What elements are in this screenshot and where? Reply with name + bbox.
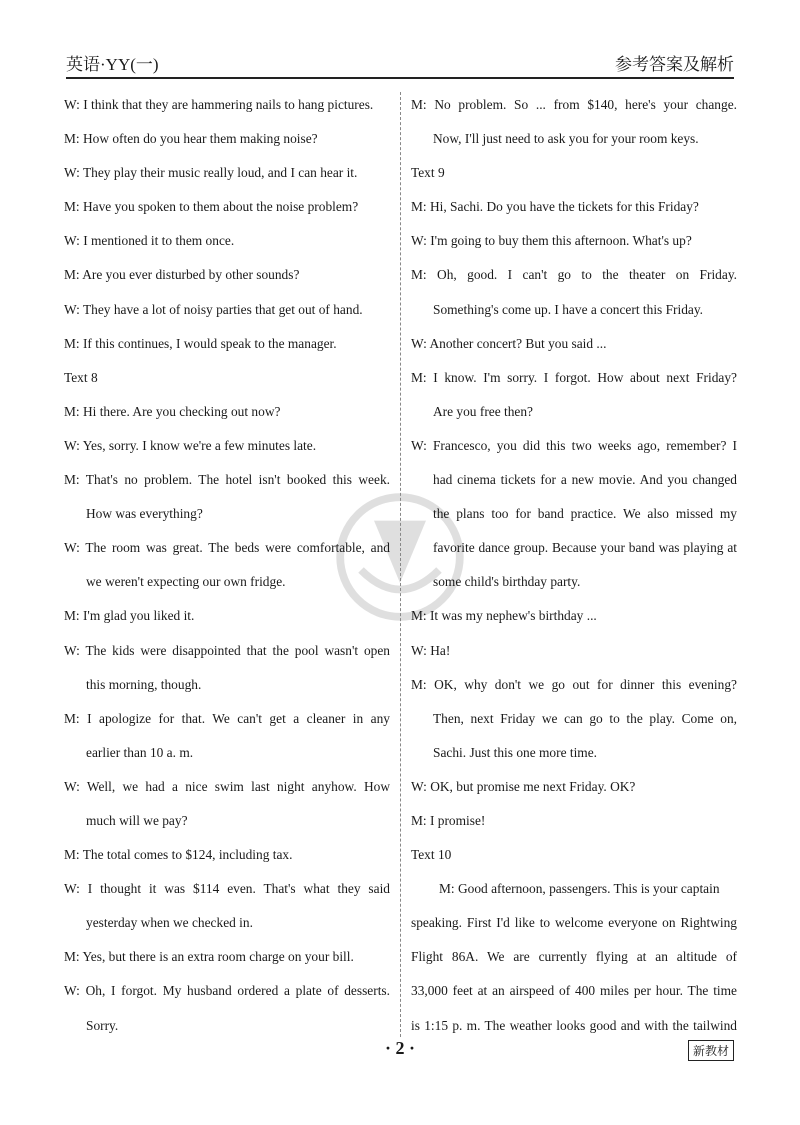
dialogue-line: M: The total comes to $124, including tax. <box>64 847 293 863</box>
dialogue-line: W: I think that they are hammering nails to hang pictures. <box>64 97 374 112</box>
dialogue-line: M: That's no problem. The hotel isn't booked this week. <box>64 472 390 488</box>
dialogue-line: favorite dance group. Because your band was playing at <box>433 540 737 556</box>
dialogue-line: How was everything? <box>86 506 203 522</box>
dialogue-line: M: OK, why don't we go out for dinner this evening? <box>411 676 737 692</box>
dialogue-line: W: The kids were disappointed that the pool wasn't open <box>64 642 390 658</box>
dialogue-line: W: Francesco, you did this two weeks ago, remember? I <box>411 437 737 453</box>
dialogue-line: Sorry. <box>86 1017 119 1033</box>
dialogue-line: M: If this continues, I would speak to the manager. <box>64 335 337 351</box>
dialogue-line: M: How often do you hear them making noise? <box>64 131 318 147</box>
monologue-line: M: Good afternoon, passengers. This is your captain <box>439 881 720 897</box>
section-heading: Text 8 <box>64 369 98 385</box>
dialogue-line: the plans too for band practice. We also missed my <box>433 506 737 522</box>
header-section-title: 参考答案及解析 <box>615 55 734 74</box>
dialogue-line: yesterday when we checked in. <box>86 915 253 931</box>
dialogue-line: M: I'm glad you liked it. <box>64 608 195 624</box>
dialogue-line: W: The room was great. The beds were comfortable, and <box>64 540 390 556</box>
column-divider <box>400 92 401 1037</box>
dialogue-line: much will we pay? <box>86 812 188 828</box>
dialogue-line: W: Another concert? But you said ... <box>411 335 607 351</box>
header-rule <box>66 77 734 79</box>
dialogue-line: earlier than 10 a. m. <box>86 744 194 760</box>
page-number: · 2 · <box>384 1038 415 1058</box>
monologue-line: is 1:15 p. m. The weather looks good and with the tailwind <box>411 1017 737 1033</box>
dialogue-line: M: Hi, Sachi. Do you have the tickets for this Friday? <box>411 199 699 215</box>
section-heading: Text 10 <box>411 847 452 863</box>
dialogue-line: some child's birthday party. <box>433 574 581 590</box>
dialogue-line: M: I apologize for that. We can't get a cleaner in any <box>64 710 390 726</box>
dialogue-line: W: I'm going to buy them this afternoon. What's up? <box>411 233 692 249</box>
dialogue-line: W: They play their music really loud, and I can hear it. <box>64 165 358 181</box>
section-heading: Text 9 <box>411 165 445 181</box>
dialogue-line: M: Are you ever disturbed by other sounds? <box>64 267 300 283</box>
dialogue-line: had cinema tickets for a new movie. And you changed <box>433 472 737 488</box>
right-column <box>411 88 737 1043</box>
dialogue-line: M: I promise! <box>411 812 486 828</box>
left-column <box>64 88 390 1043</box>
page-header <box>66 50 734 76</box>
monologue-line: speaking. First I'd like to welcome everyone on Rightwing <box>411 915 737 931</box>
header-subject: 英语·YY(一) <box>66 55 159 74</box>
monologue-line: Flight 86A. We are currently flying at an altitude of <box>411 949 737 965</box>
dialogue-line: M: It was my nephew's birthday ... <box>411 608 597 624</box>
dialogue-line: W: I mentioned it to them once. <box>64 233 235 249</box>
dialogue-line: Sachi. Just this one more time. <box>433 744 598 760</box>
dialogue-line: M: Hi there. Are you checking out now? <box>64 403 281 419</box>
dialogue-line: W: OK, but promise me next Friday. OK? <box>411 778 636 794</box>
dialogue-line: W: I thought it was $114 even. That's what they said <box>64 881 390 897</box>
monologue-line: 33,000 feet at an airspeed of 400 miles per hour. The time <box>411 983 737 999</box>
edition-badge: 新教材 <box>688 1040 734 1061</box>
dialogue-line: Then, next Friday we can go to the play. Come on, <box>433 710 737 726</box>
dialogue-line: Are you free then? <box>433 403 534 419</box>
dialogue-line: Something's come up. I have a concert this Friday. <box>433 301 704 317</box>
dialogue-line: W: Ha! <box>411 642 451 658</box>
dialogue-line: M: No problem. So ... from $140, here's your change. <box>411 97 737 112</box>
dialogue-line: M: Yes, but there is an extra room charge on your bill. <box>64 949 354 965</box>
dialogue-line: W: Yes, sorry. I know we're a few minutes late. <box>64 437 317 453</box>
dialogue-line: M: Have you spoken to them about the noise problem? <box>64 199 359 215</box>
dialogue-line: Now, I'll just need to ask you for your room keys. <box>433 131 699 147</box>
dialogue-line: M: I know. I'm sorry. I forgot. How about next Friday? <box>411 369 737 385</box>
dialogue-line: M: Oh, good. I can't go to the theater on Friday. <box>411 267 737 283</box>
dialogue-line: W: They have a lot of noisy parties that get out of hand. <box>64 301 363 317</box>
dialogue-line: we weren't expecting our own fridge. <box>86 574 286 590</box>
dialogue-line: W: Well, we had a nice swim last night anyhow. How <box>64 778 390 794</box>
dialogue-line: this morning, though. <box>86 676 202 692</box>
dialogue-line: W: Oh, I forgot. My husband ordered a plate of desserts. <box>64 983 390 999</box>
